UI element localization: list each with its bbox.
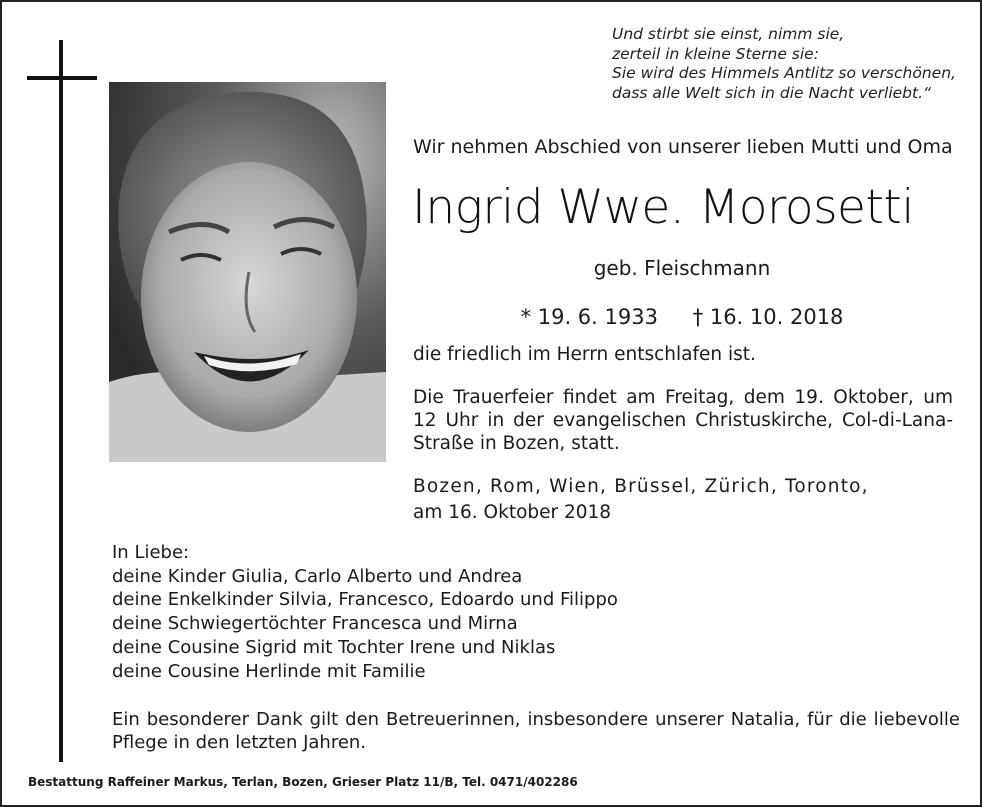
- portrait-photo: [109, 82, 386, 462]
- places-line: Bozen, Rom, Wien, Brüssel, Zürich, Toronto,: [413, 476, 869, 497]
- mourners-line: deine Cousine Sigrid mit Tochter Irene und Niklas: [112, 636, 556, 658]
- thanks-text: Ein besonderer Dank gilt den Betreuerinnen, insbesondere unserer Natalia, für die liebevolle Pflege in den letzten Jahren.: [112, 709, 960, 753]
- places-date: [413, 474, 953, 526]
- poem-line: Und stirbt sie einst, nimm sie,: [612, 25, 845, 43]
- passed-text: die friedlich im Herrn entschlafen ist.: [413, 344, 756, 365]
- poem-line: dass alle Welt sich in die Nacht verliebt.“: [612, 83, 932, 102]
- date-line: am 16. Oktober 2018: [413, 502, 612, 523]
- intro-text: Wir nehmen Abschied von unserer lieben Mutti und Oma: [413, 136, 953, 158]
- born-name: geb. Fleischmann: [593, 256, 771, 280]
- funeral-home-footer: Bestattung Raffeiner Markus, Terlan, Bozen, Grieser Platz 11/B, Tel. 0471/402286: [28, 775, 578, 789]
- death-date: † 16. 10. 2018: [692, 305, 844, 329]
- mourners-line: deine Enkelkinder Silvia, Francesco, Edoardo und Filippo: [112, 589, 618, 611]
- poem-line: Sie wird des Himmels Antlitz so verschönen,: [612, 64, 956, 82]
- mourners-line: deine Cousine Herlinde mit Familie: [112, 660, 426, 682]
- birth-date: * 19. 6. 1933: [520, 305, 658, 329]
- mourners-line: deine Schwiegertöchter Francesca und Mirna: [112, 613, 518, 635]
- born-name-wrap: [412, 0, 952, 300]
- deceased-name: Ingrid Wwe. Morosetti: [412, 180, 914, 235]
- life-dates: [412, 305, 952, 329]
- ceremony-text: Die Trauerfeier findet am Freitag, dem 19. Oktober, um 12 Uhr in der evangelischen Christuskirche, Col-di-Lana-Straße in Bozen, statt.: [413, 387, 953, 454]
- cross-icon: [59, 40, 63, 762]
- cross-icon-bar: [27, 76, 97, 80]
- mourners-line: deine Kinder Giulia, Carlo Alberto und Andrea: [112, 565, 523, 587]
- mourners-list: [112, 541, 618, 683]
- poem-line: zerteil in kleine Sterne sie:: [612, 44, 819, 63]
- mourners-heading: In Liebe:: [112, 542, 190, 563]
